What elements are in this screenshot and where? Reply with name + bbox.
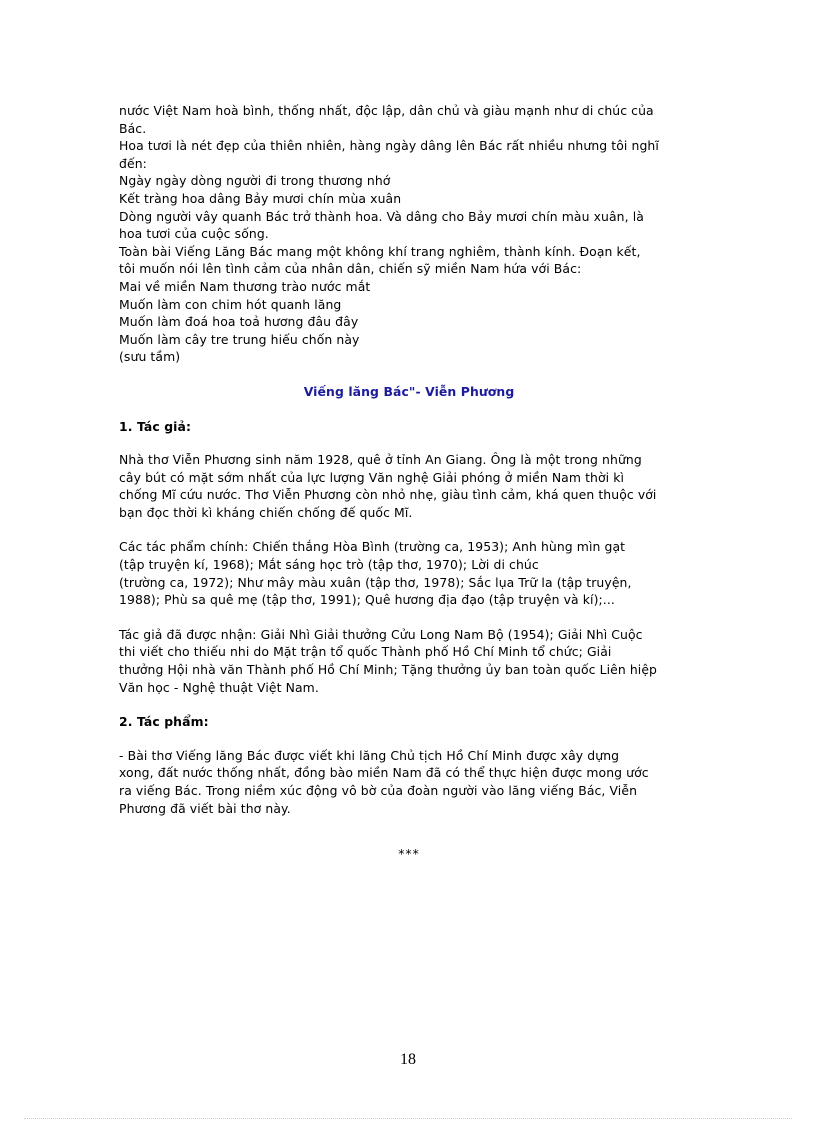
text-line: hoa tươi của cuộc sống.	[119, 226, 269, 242]
section-heading-author: 1. Tác giả:	[119, 418, 192, 434]
text-line: tôi muốn nói lên tình cảm của nhân dân, chiến sỹ miền Nam hứa với Bác:	[119, 261, 582, 277]
text-line: đến:	[119, 155, 147, 171]
paragraph-main-works	[119, 538, 699, 608]
page-content	[119, 102, 699, 863]
paragraph-awards	[119, 626, 699, 696]
text-line: Bác.	[119, 120, 147, 136]
source-note: (sưu tầm)	[119, 349, 181, 365]
text-line: chống Mĩ cứu nước. Thơ Viễn Phương còn nhỏ nhẹ, giàu tình cảm, khá quen thuộc với	[119, 487, 657, 503]
text-line: xong, đất nước thống nhất, đồng bào miền Nam đã có thể thực hiện được mong ước	[119, 765, 649, 781]
intro-block	[119, 102, 699, 366]
section-separator: ***	[398, 846, 420, 862]
page-bottom-divider	[24, 1118, 792, 1119]
text-line: thi viết cho thiếu nhi do Mặt trận tổ quốc Thành phố Hồ Chí Minh tổ chức; Giải	[119, 644, 612, 660]
poem-line: Muốn làm con chim hót quanh lăng	[119, 296, 342, 312]
page-number: 18	[400, 1051, 416, 1068]
poem-line: Ngày ngày dòng người đi trong thương nhớ	[119, 173, 391, 189]
text-line: nước Việt Nam hoà bình, thống nhất, độc lập, dân chủ và giàu mạnh như di chúc của	[119, 103, 654, 118]
text-line: ra viếng Bác. Trong niềm xúc động vô bờ của đoàn người vào lăng viếng Bác, Viễn	[119, 783, 638, 798]
text-line: Nhà thơ Viễn Phương sinh năm 1928, quê ở tỉnh An Giang. Ông là một trong những	[119, 452, 642, 468]
text-line: thưởng Hội nhà văn Thành phố Hồ Chí Minh; Tặng thưởng ủy ban toàn quốc Liên hiệp	[119, 662, 658, 678]
text-line: 1988); Phù sa quê mẹ (tập thơ, 1991); Quê hương địa đạo (tập truyện và kí);...	[119, 592, 615, 608]
poem-line: Muốn làm cây tre trung hiếu chốn này	[119, 331, 360, 347]
text-line: Phương đã viết bài thơ này.	[119, 800, 291, 816]
text-line: cây bút có mặt sớm nhất của lực lượng Văn nghệ Giải phóng ở miền Nam thời kì	[119, 469, 625, 485]
paragraph-work-context	[119, 747, 699, 817]
poem-line: Mai về miền Nam thương trào nước mắt	[119, 278, 371, 294]
paragraph-author-bio	[119, 451, 699, 521]
text-line: - Bài thơ Viếng lăng Bác được viết khi lăng Chủ tịch Hồ Chí Minh được xây dựng	[119, 747, 620, 763]
text-line: (tập truyện kí, 1968); Mắt sáng học trò (tập thơ, 1970); Lời di chúc	[119, 557, 539, 573]
section-heading-work: 2. Tác phẩm:	[119, 714, 209, 730]
poem-line: Muốn làm đoá hoa toả hương đâu đây	[119, 314, 359, 330]
text-line: Tác giả đã được nhận: Giải Nhì Giải thưởng Cửu Long Nam Bộ (1954); Giải Nhì Cuộc	[119, 626, 643, 642]
text-line: Toàn bài Viếng Lăng Bác mang một không khí trang nghiêm, thành kính. Đoạn kết,	[119, 243, 641, 259]
section-title: Viếng lăng Bác"- Viễn Phương	[303, 383, 515, 399]
text-line: bạn đọc thời kì kháng chiến chống đế quốc Mĩ.	[119, 504, 413, 520]
text-line: (trường ca, 1972); Như mây màu xuân (tập thơ, 1978); Sắc lụa Trữ la (tập truyện,	[119, 574, 632, 590]
text-line: Các tác phẩm chính: Chiến thắng Hòa Bình (trường ca, 1953); Anh hùng mìn gạt	[119, 539, 626, 555]
text-line: Hoa tươi là nét đẹp của thiên nhiên, hàng ngày dâng lên Bác rất nhiều nhưng tôi nghĩ	[119, 138, 659, 154]
poem-line: Kết tràng hoa dâng Bảy mươi chín mùa xuân	[119, 190, 402, 206]
text-line: Dòng người vây quanh Bác trở thành hoa. Và dâng cho Bảy mươi chín màu xuân, là	[119, 208, 644, 224]
text-line: Văn học - Nghệ thuật Việt Nam.	[119, 679, 319, 695]
